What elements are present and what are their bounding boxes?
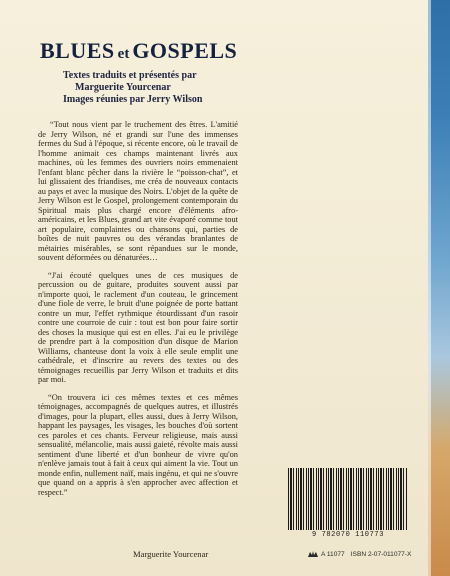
book-title: [40, 38, 237, 64]
isbn: ISBN 2-07-011077-X: [350, 551, 412, 558]
paragraph: “J'ai écouté quelques unes de ces musiques de percussion ou de guitare, produites souvent aussi par n'importe quoi, le raclement d'un couteau, le grincement d'une fiole de verre, le bruit d'une poignée de porte battant contre un mur, l'effet rythmique étourdissant d'un rasoir contre une courroie de cuir : tout est bon pour faire sortir des choses la musique qui est en elles. J'ai eu le privilège de prendre part à la composition d'un disque de Marion Williams, chanteuse dont la voix à elle seule emplit une cathédrale, et d'inscrire au revers des textes ou des témoignages recueillis par Jerry Wilson et traduits et dits par moi.: [38, 270, 238, 384]
credit-line-3: Images réunies par Jerry Wilson: [63, 94, 203, 105]
cover-spine-edge: [428, 0, 450, 576]
barcode-number: 9 782070 110773: [311, 531, 384, 539]
publisher-footer: [308, 549, 426, 561]
credits: [63, 70, 393, 106]
blurb-text: [38, 120, 238, 505]
paragraph: “Tout nous vient par le truchement des êtres. L'amitié de Jerry Wilson, né et grandi sur l'une des immenses fermes du Sud à l'époque, si récente encore, où le travail de l'homme animait ces champs maintenant livrés aux machines, où les femmes des ouvriers noirs emmenaient l'enfant blanc pêcher dans la rivière le “poisson-chat”, et lui glissaient des friandises, me créa de nouveaux contacts au pays et avec la musique des Noirs. L'objet de la quête de Jerry Wilson est le Gospel, prolongement contemporain du Spiritual mais plus chargé encore d'éléments afro-américains, et les Blues, grand art vite évaporé comme tout art populaire, complaintes ou chansons qui, parties de boîtes de nuit pauvres ou des vérandas branlantes de métairies misérables, se sont répandues sur le monde, souvent déformées ou dénaturées…: [38, 120, 238, 262]
signature: Marguerite Yourcenar: [133, 549, 209, 559]
title-connector: et: [117, 46, 130, 62]
barcode-block: [288, 468, 408, 558]
title-tail: GOSPELS: [132, 38, 238, 63]
credit-line-1: Textes traduits et présentés par: [63, 70, 197, 81]
paragraph: “On trouvera ici ces mêmes textes et ces mêmes témoignages, accompagnés de quelques autres, et illustrés d'images, pour la plupart, elles aussi, dues à Jerry Wilson, happant les paysages, les visages, les bouches d'où sortent ces paroles et ces chants. Ferveur religieuse, mais aussi sensualité, mélancolie, mais aussi gaieté, révolte mais aussi sentiment d'une liberté et d'un bonheur de vivre qu'on n'enlève jamais tout à fait à ceux qui aiment la vie. Tout un monde enfin, nullement naïf, mais ingénu, et qui ne s'ouvre que quand on a appris à s'en approcher avec affection et respect.”: [38, 392, 238, 497]
catalog-code: A 11077: [321, 551, 345, 558]
title-main: BLUES: [40, 38, 115, 63]
barcode-icon: [288, 468, 408, 530]
publisher-logo-icon: [308, 549, 318, 557]
credit-line-2: Marguerite Yourcenar: [75, 82, 171, 93]
